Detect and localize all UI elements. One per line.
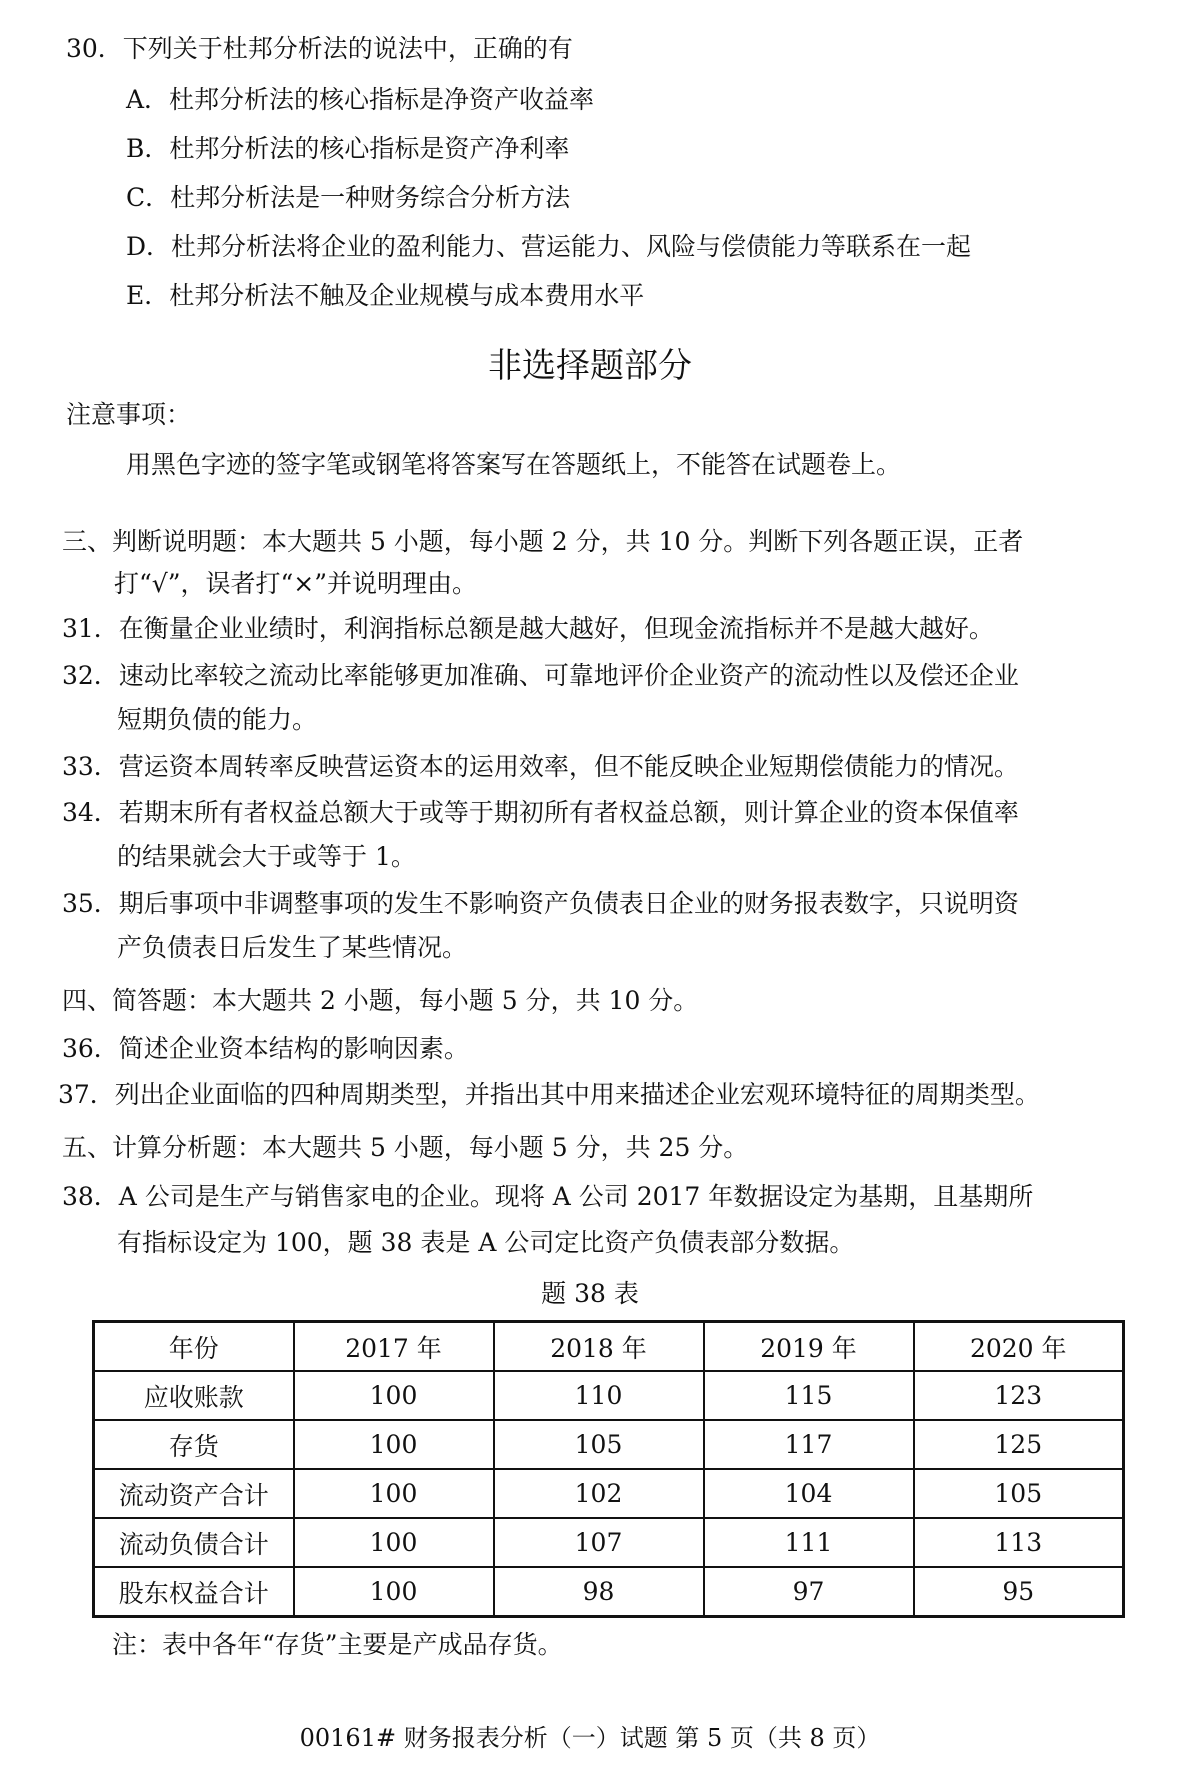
q30-option-b: B．杜邦分析法的核心指标是资产净利率	[126, 134, 570, 163]
table-cell: 100	[294, 1420, 494, 1469]
table-cell: 107	[494, 1518, 704, 1567]
section-title: 非选择题部分	[488, 346, 692, 386]
table-cell: 104	[704, 1469, 914, 1518]
header-year: 年份	[94, 1322, 294, 1372]
table-cell: 115	[704, 1371, 914, 1420]
table-cell: 95	[914, 1567, 1124, 1617]
table-note: 注：表中各年“存货”主要是产成品存货。	[112, 1630, 563, 1659]
q30-stem: 30．下列关于杜邦分析法的说法中，正确的有	[66, 34, 573, 63]
row-label: 应收账款	[94, 1371, 294, 1420]
table-cell: 111	[704, 1518, 914, 1567]
page-footer: 00161# 财务报表分析（一）试题 第 5 页（共 8 页）	[299, 1724, 881, 1752]
table-cell: 97	[704, 1567, 914, 1617]
q38-cont: 有指标设定为 100，题 38 表是 A 公司定比资产负债表部分数据。	[117, 1228, 855, 1257]
header-2017: 2017 年	[294, 1322, 494, 1372]
q30-option-c: C．杜邦分析法是一种财务综合分析方法	[126, 183, 571, 212]
table-row	[94, 1469, 1124, 1518]
q36: 36．简述企业资本结构的影响因素。	[62, 1034, 469, 1063]
table-cell: 100	[294, 1567, 494, 1617]
header-2019: 2019 年	[704, 1322, 914, 1372]
table-cell: 105	[914, 1469, 1124, 1518]
table-cell: 123	[914, 1371, 1124, 1420]
q30-option-e: E．杜邦分析法不触及企业规模与成本费用水平	[126, 281, 645, 310]
table-row	[94, 1371, 1124, 1420]
part3-heading: 三、判断说明题：本大题共 5 小题，每小题 2 分，共 10 分。判断下列各题正误，正者	[62, 527, 1024, 556]
notice-heading: 注意事项：	[66, 400, 192, 429]
table-row	[94, 1420, 1124, 1469]
part3-heading-cont: 打“√”，误者打“×”并说明理由。	[114, 569, 478, 598]
table-cell: 125	[914, 1420, 1124, 1469]
q30-option-a: A．杜邦分析法的核心指标是净资产收益率	[126, 85, 595, 114]
table-cell: 98	[494, 1567, 704, 1617]
q30-option-d: D．杜邦分析法将企业的盈利能力、营运能力、风险与偿债能力等联系在一起	[126, 232, 972, 261]
header-2018: 2018 年	[494, 1322, 704, 1372]
q34-cont: 的结果就会大于或等于 1。	[117, 842, 416, 871]
part5-heading: 五、计算分析题：本大题共 5 小题，每小题 5 分，共 25 分。	[62, 1133, 749, 1162]
table-cell: 100	[294, 1371, 494, 1420]
table-row	[94, 1567, 1124, 1617]
q37: 37．列出企业面临的四种周期类型，并指出其中用来描述企业宏观环境特征的周期类型。	[58, 1080, 1040, 1109]
notice-text: 用黑色字迹的签字笔或钢笔将答案写在答题纸上，不能答在试题卷上。	[126, 450, 902, 479]
q31: 31．在衡量企业业绩时，利润指标总额是越大越好，但现金流指标并不是越大越好。	[62, 614, 994, 643]
q33: 33．营运资本周转率反映营运资本的运用效率，但不能反映企业短期偿债能力的情况。	[62, 752, 1019, 781]
row-label: 存货	[94, 1420, 294, 1469]
q38: 38．A 公司是生产与销售家电的企业。现将 A 公司 2017 年数据设定为基期，且基期所	[62, 1182, 1034, 1211]
row-label: 股东权益合计	[94, 1567, 294, 1617]
table-header-row	[94, 1322, 1124, 1372]
table-cell: 105	[494, 1420, 704, 1469]
table-cell: 100	[294, 1469, 494, 1518]
table-row	[94, 1518, 1124, 1567]
q34: 34．若期末所有者权益总额大于或等于期初所有者权益总额，则计算企业的资本保值率	[62, 798, 1019, 827]
row-label: 流动负债合计	[94, 1518, 294, 1567]
q35: 35．期后事项中非调整事项的发生不影响资产负债表日企业的财务报表数字，只说明资	[62, 889, 1019, 918]
row-label: 流动资产合计	[94, 1469, 294, 1518]
table-cell: 113	[914, 1518, 1124, 1567]
table-cell: 100	[294, 1518, 494, 1567]
part4-heading: 四、简答题：本大题共 2 小题，每小题 5 分，共 10 分。	[62, 986, 699, 1015]
table-cell: 117	[704, 1420, 914, 1469]
table-caption: 题 38 表	[541, 1279, 639, 1308]
table-cell: 110	[494, 1371, 704, 1420]
balance-sheet-table	[92, 1320, 1125, 1618]
q32-cont: 短期负债的能力。	[117, 705, 318, 734]
table-cell: 102	[494, 1469, 704, 1518]
header-2020: 2020 年	[914, 1322, 1124, 1372]
q35-cont: 产负债表日后发生了某些情况。	[117, 933, 468, 962]
q32: 32．速动比率较之流动比率能够更加准确、可靠地评价企业资产的流动性以及偿还企业	[62, 661, 1019, 690]
